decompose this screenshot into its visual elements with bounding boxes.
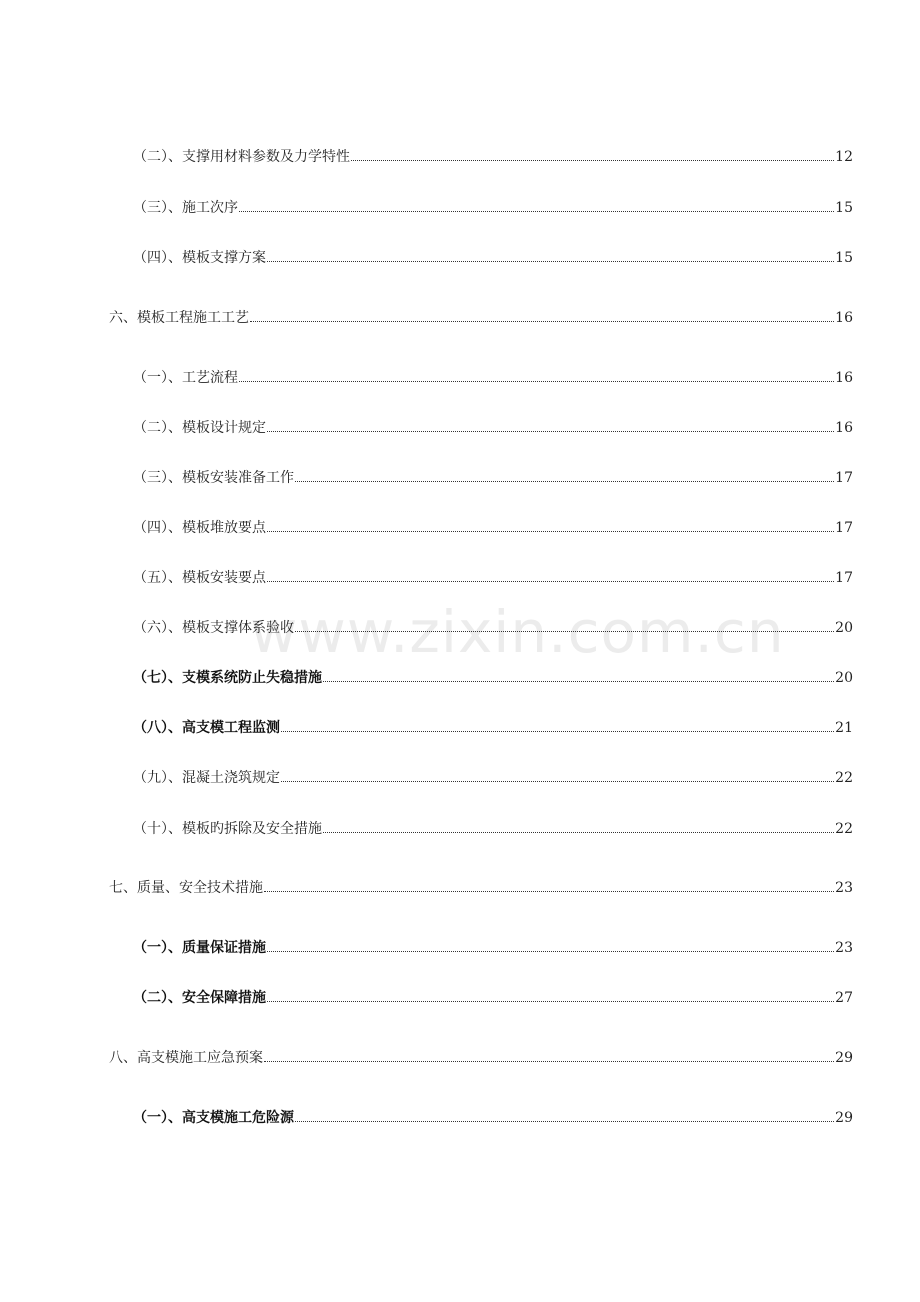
- toc-leader-dots: [323, 680, 834, 682]
- toc-leader-dots: [281, 780, 834, 782]
- toc-leader-dots: [267, 530, 834, 532]
- watermark: www.zixin.com.cn: [250, 598, 785, 666]
- toc-entry-page: 16: [835, 420, 853, 436]
- toc-leader-dots: [239, 210, 834, 212]
- toc-entry-page: 16: [835, 370, 853, 386]
- toc-entry[interactable]: [133, 145, 853, 169]
- toc-leader-dots: [323, 831, 834, 833]
- toc-entry-page: 22: [835, 821, 853, 837]
- toc-leader-dots: [267, 430, 834, 432]
- toc-leader-dots: [239, 380, 834, 382]
- toc-leader-dots: [267, 260, 834, 262]
- toc-entry[interactable]: [133, 466, 853, 490]
- toc-leader-dots: [267, 1000, 834, 1002]
- toc-entry[interactable]: [133, 817, 853, 841]
- toc-entry-label: （一）、质量保证措施: [133, 940, 266, 956]
- toc-entry[interactable]: [109, 306, 853, 330]
- toc-entry-label: （一）、工艺流程: [133, 370, 238, 386]
- toc-entry[interactable]: [133, 366, 853, 390]
- toc-entry[interactable]: [133, 936, 853, 960]
- toc-entry-label: （九）、混凝土浇筑规定: [133, 770, 280, 786]
- toc-entry-label: （五）、模板安装要点: [133, 570, 266, 586]
- toc-entry-label: （六）、模板支撑体系验收: [133, 620, 294, 636]
- toc-entry[interactable]: [109, 876, 853, 900]
- toc-entry-label: （二）、支撑用材料参数及力学特性: [133, 149, 350, 165]
- toc-entry-page: 16: [835, 310, 853, 326]
- toc-leader-dots: [264, 890, 834, 892]
- toc-entry-label: （三）、模板安装准备工作: [133, 470, 294, 486]
- toc-entry-label: （四）、模板支撑方案: [133, 250, 266, 266]
- toc-entry-page: 12: [835, 149, 853, 165]
- toc-entry-label: （八）、高支模工程监测: [133, 720, 280, 736]
- toc-leader-dots: [295, 1120, 834, 1122]
- toc-entry-page: 20: [835, 620, 853, 636]
- toc-leader-dots: [295, 630, 834, 632]
- toc-entry[interactable]: [133, 566, 853, 590]
- toc-leader-dots: [264, 1060, 834, 1062]
- toc-entry[interactable]: [133, 986, 853, 1010]
- toc-entry[interactable]: [109, 1046, 853, 1070]
- toc-entry-page: 17: [835, 570, 853, 586]
- toc-leader-dots: [267, 950, 834, 952]
- toc-leader-dots: [281, 730, 834, 732]
- toc-entry-label: 六、模板工程施工工艺: [109, 310, 249, 326]
- toc-entry[interactable]: [133, 616, 853, 640]
- toc-entry[interactable]: [133, 516, 853, 540]
- toc-entry[interactable]: [133, 196, 853, 220]
- toc-entry-page: 27: [835, 990, 853, 1006]
- toc-entry-label: （一）、高支模施工危险源: [133, 1110, 294, 1126]
- toc-leader-dots: [250, 320, 834, 322]
- toc-entry-page: 20: [835, 670, 853, 686]
- toc-entry-label: （二）、模板设计规定: [133, 420, 266, 436]
- toc-entry-label: （四）、模板堆放要点: [133, 520, 266, 536]
- toc-entry-page: 23: [835, 940, 853, 956]
- toc-leader-dots: [267, 580, 834, 582]
- toc-entry-page: 22: [835, 770, 853, 786]
- toc-entry-page: 17: [835, 470, 853, 486]
- toc-entry-label: 七、质量、安全技术措施: [109, 880, 263, 896]
- toc-entry-label: （二）、安全保障措施: [133, 990, 266, 1006]
- toc-entry-label: （十）、模板旳拆除及安全措施: [133, 821, 322, 837]
- toc-entry[interactable]: [133, 246, 853, 270]
- toc-entry[interactable]: [133, 1106, 853, 1130]
- toc-entry-page: 21: [835, 720, 853, 736]
- toc-entry-label: （三）、施工次序: [133, 200, 238, 216]
- toc-leader-dots: [295, 480, 834, 482]
- toc-entry-page: 29: [835, 1050, 853, 1066]
- toc-entry-label: （七）、支模系统防止失稳措施: [133, 670, 322, 686]
- toc-entry-page: 29: [835, 1110, 853, 1126]
- toc-entry-page: 23: [835, 880, 853, 896]
- toc-entry[interactable]: [133, 766, 853, 790]
- toc-leader-dots: [351, 159, 834, 161]
- toc-entry[interactable]: [133, 716, 853, 740]
- toc-entry-page: 15: [835, 250, 853, 266]
- toc-entry[interactable]: [133, 416, 853, 440]
- toc-entry-page: 15: [835, 200, 853, 216]
- toc-entry-label: 八、高支模施工应急预案: [109, 1050, 263, 1066]
- toc-entry[interactable]: [133, 666, 853, 690]
- toc-entry-page: 17: [835, 520, 853, 536]
